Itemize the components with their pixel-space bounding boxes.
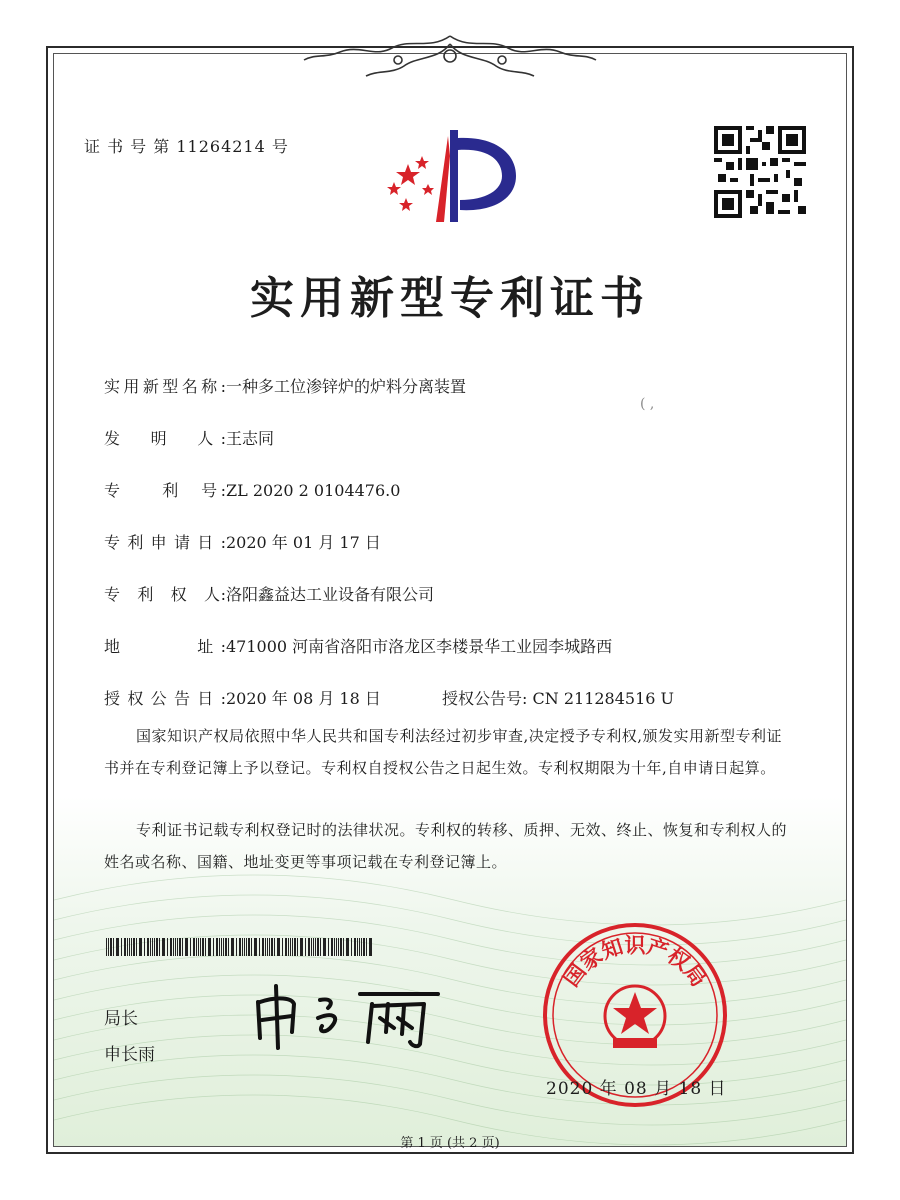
barcode-bar bbox=[359, 938, 360, 956]
barcode-bar bbox=[202, 938, 204, 956]
field-label: 专 利 权 人: bbox=[104, 585, 226, 604]
barcode-bar bbox=[340, 938, 342, 956]
barcode-bar bbox=[336, 938, 337, 956]
barcode-bar bbox=[277, 938, 280, 956]
barcode-icon bbox=[106, 938, 374, 956]
barcode-bar bbox=[133, 938, 135, 956]
field-label: 授权公告日: bbox=[104, 689, 226, 708]
barcode-bar bbox=[357, 938, 358, 956]
barcode-bar bbox=[269, 938, 270, 956]
field-address bbox=[104, 634, 612, 657]
field-grant-date bbox=[104, 686, 381, 709]
certificate-title: 实用新型专利证书 bbox=[250, 273, 650, 324]
cnipa-logo-icon bbox=[378, 126, 528, 226]
barcode-bar bbox=[205, 938, 206, 956]
barcode-bar bbox=[106, 938, 107, 956]
barcode-bar bbox=[196, 938, 197, 956]
director-name: 申长雨 bbox=[104, 1045, 155, 1065]
statement-paragraph-2: 专利证书记载专利权登记时的法律状况。专利权的转移、质押、无效、终止、恢复和专利权人的姓名或名称、国籍、地址变更等事项记载在专利登记簿上。 bbox=[104, 821, 788, 871]
barcode-bar bbox=[219, 938, 220, 956]
field-value: 2020 年 08 月 18 日 bbox=[226, 689, 381, 708]
field-value: CN 211284516 U bbox=[532, 689, 675, 708]
barcode-bar bbox=[225, 938, 227, 956]
barcode-bar bbox=[297, 938, 298, 956]
director-title: 局长 bbox=[104, 1009, 138, 1029]
barcode-bar bbox=[290, 938, 291, 956]
barcode-bar bbox=[154, 938, 155, 956]
barcode-bar bbox=[246, 938, 247, 956]
barcode-bar bbox=[361, 938, 362, 956]
barcode-bar bbox=[323, 938, 326, 956]
barcode-bar bbox=[216, 938, 218, 956]
barcode-bar bbox=[159, 938, 160, 956]
barcode-bar bbox=[320, 938, 321, 956]
barcode-bar bbox=[223, 938, 224, 956]
barcode-bar bbox=[313, 938, 314, 956]
barcode-bar bbox=[139, 938, 142, 956]
barcode-bar bbox=[251, 938, 252, 956]
barcode-bar bbox=[129, 938, 130, 956]
barcode-bar bbox=[124, 938, 126, 956]
field-announcement-number bbox=[442, 686, 674, 709]
barcode-bar bbox=[248, 938, 250, 956]
barcode-bar bbox=[182, 938, 183, 956]
barcode-bar bbox=[228, 938, 229, 956]
barcode-bar bbox=[193, 938, 195, 956]
barcode-bar bbox=[200, 938, 201, 956]
barcode-bar bbox=[271, 938, 273, 956]
barcode-bar bbox=[343, 938, 344, 956]
seal-date: 2020 年 08 月 18 日 bbox=[546, 1079, 727, 1099]
field-label: 地 址: bbox=[104, 637, 226, 656]
barcode-bar bbox=[262, 938, 264, 956]
field-label: 发 明 人: bbox=[104, 429, 226, 448]
field-label: 授权公告号: bbox=[442, 689, 528, 708]
barcode-bar bbox=[239, 938, 241, 956]
barcode-bar bbox=[363, 938, 365, 956]
field-patentee bbox=[104, 582, 434, 605]
barcode-bar bbox=[242, 938, 243, 956]
barcode-bar bbox=[331, 938, 333, 956]
barcode-bar bbox=[208, 938, 211, 956]
director-signature bbox=[248, 980, 448, 1052]
barcode-bar bbox=[308, 938, 310, 956]
pen-mark: ( , bbox=[640, 396, 655, 412]
field-application-date bbox=[104, 530, 381, 553]
field-value: ZL 2020 2 0104476.0 bbox=[226, 481, 401, 500]
field-value: 2020 年 01 月 17 日 bbox=[226, 533, 381, 552]
barcode-bar bbox=[311, 938, 312, 956]
barcode-bar bbox=[300, 938, 303, 956]
field-utility-model-name bbox=[104, 374, 466, 397]
certificate-number: 证 书 号 第 11264214 号 bbox=[84, 137, 289, 156]
barcode-bar bbox=[351, 938, 352, 956]
field-label: 专 利 号: bbox=[104, 481, 226, 500]
barcode-bar bbox=[315, 938, 316, 956]
barcode-bar bbox=[213, 938, 214, 956]
field-patent-number bbox=[104, 478, 400, 501]
barcode-bar bbox=[116, 938, 119, 956]
statement-paragraph-1: 国家知识产权局依照中华人民共和国专利法经过初步审查,决定授予专利权,颁发实用新型专利证书并在专利登记簿上予以登记。专利权自授权公告之日起生效。专利权期限为十年,自申请日起算。 bbox=[104, 727, 783, 777]
barcode-bar bbox=[285, 938, 287, 956]
barcode-bar bbox=[282, 938, 283, 956]
barcode-bar bbox=[175, 938, 176, 956]
barcode-bar bbox=[179, 938, 181, 956]
barcode-bar bbox=[259, 938, 260, 956]
barcode-bar bbox=[366, 938, 367, 956]
barcode-bar bbox=[369, 938, 372, 956]
barcode-bar bbox=[274, 938, 275, 956]
field-label: 专利申请日: bbox=[104, 533, 226, 552]
field-label: 实用新型名称: bbox=[104, 377, 226, 396]
barcode-bar bbox=[305, 938, 306, 956]
field-value: 471000 河南省洛阳市洛龙区李楼景华工业园李城路西 bbox=[226, 637, 613, 656]
barcode-bar bbox=[190, 938, 191, 956]
barcode-bar bbox=[221, 938, 222, 956]
barcode-bar bbox=[150, 938, 151, 956]
field-value: 洛阳鑫益达工业设备有限公司 bbox=[226, 585, 435, 604]
barcode-bar bbox=[173, 938, 174, 956]
field-value: 王志同 bbox=[226, 429, 275, 448]
barcode-bar bbox=[288, 938, 289, 956]
barcode-bar bbox=[162, 938, 165, 956]
barcode-bar bbox=[317, 938, 319, 956]
barcode-bar bbox=[354, 938, 356, 956]
barcode-bar bbox=[121, 938, 122, 956]
barcode-bar bbox=[177, 938, 178, 956]
barcode-bar bbox=[152, 938, 153, 956]
barcode-bar bbox=[198, 938, 199, 956]
barcode-bar bbox=[334, 938, 335, 956]
field-value: 一种多工位渗锌炉的炉料分离装置 bbox=[226, 377, 467, 396]
barcode-bar bbox=[254, 938, 257, 956]
barcode-bar bbox=[147, 938, 149, 956]
barcode-bar bbox=[265, 938, 266, 956]
barcode-bar bbox=[167, 938, 168, 956]
barcode-bar bbox=[236, 938, 237, 956]
page-number: 第 1 页 (共 2 页) bbox=[400, 1136, 500, 1151]
barcode-bar bbox=[131, 938, 132, 956]
barcode-bar bbox=[294, 938, 296, 956]
barcode-bar bbox=[185, 938, 188, 956]
top-ornament-icon bbox=[300, 30, 600, 86]
barcode-bar bbox=[113, 938, 114, 956]
barcode-bar bbox=[244, 938, 245, 956]
barcode-bar bbox=[144, 938, 145, 956]
barcode-bar bbox=[127, 938, 128, 956]
barcode-bar bbox=[108, 938, 109, 956]
barcode-bar bbox=[170, 938, 172, 956]
barcode-bar bbox=[292, 938, 293, 956]
barcode-bar bbox=[328, 938, 329, 956]
field-inventor bbox=[104, 426, 274, 449]
qr-code-icon bbox=[714, 126, 806, 218]
barcode-bar bbox=[267, 938, 268, 956]
barcode-bar bbox=[136, 938, 137, 956]
barcode-bar bbox=[346, 938, 349, 956]
barcode-bar bbox=[156, 938, 158, 956]
barcode-bar bbox=[110, 938, 112, 956]
barcode-bar bbox=[231, 938, 234, 956]
barcode-bar bbox=[338, 938, 339, 956]
seal-text: 国家知识产权局 bbox=[558, 932, 712, 992]
